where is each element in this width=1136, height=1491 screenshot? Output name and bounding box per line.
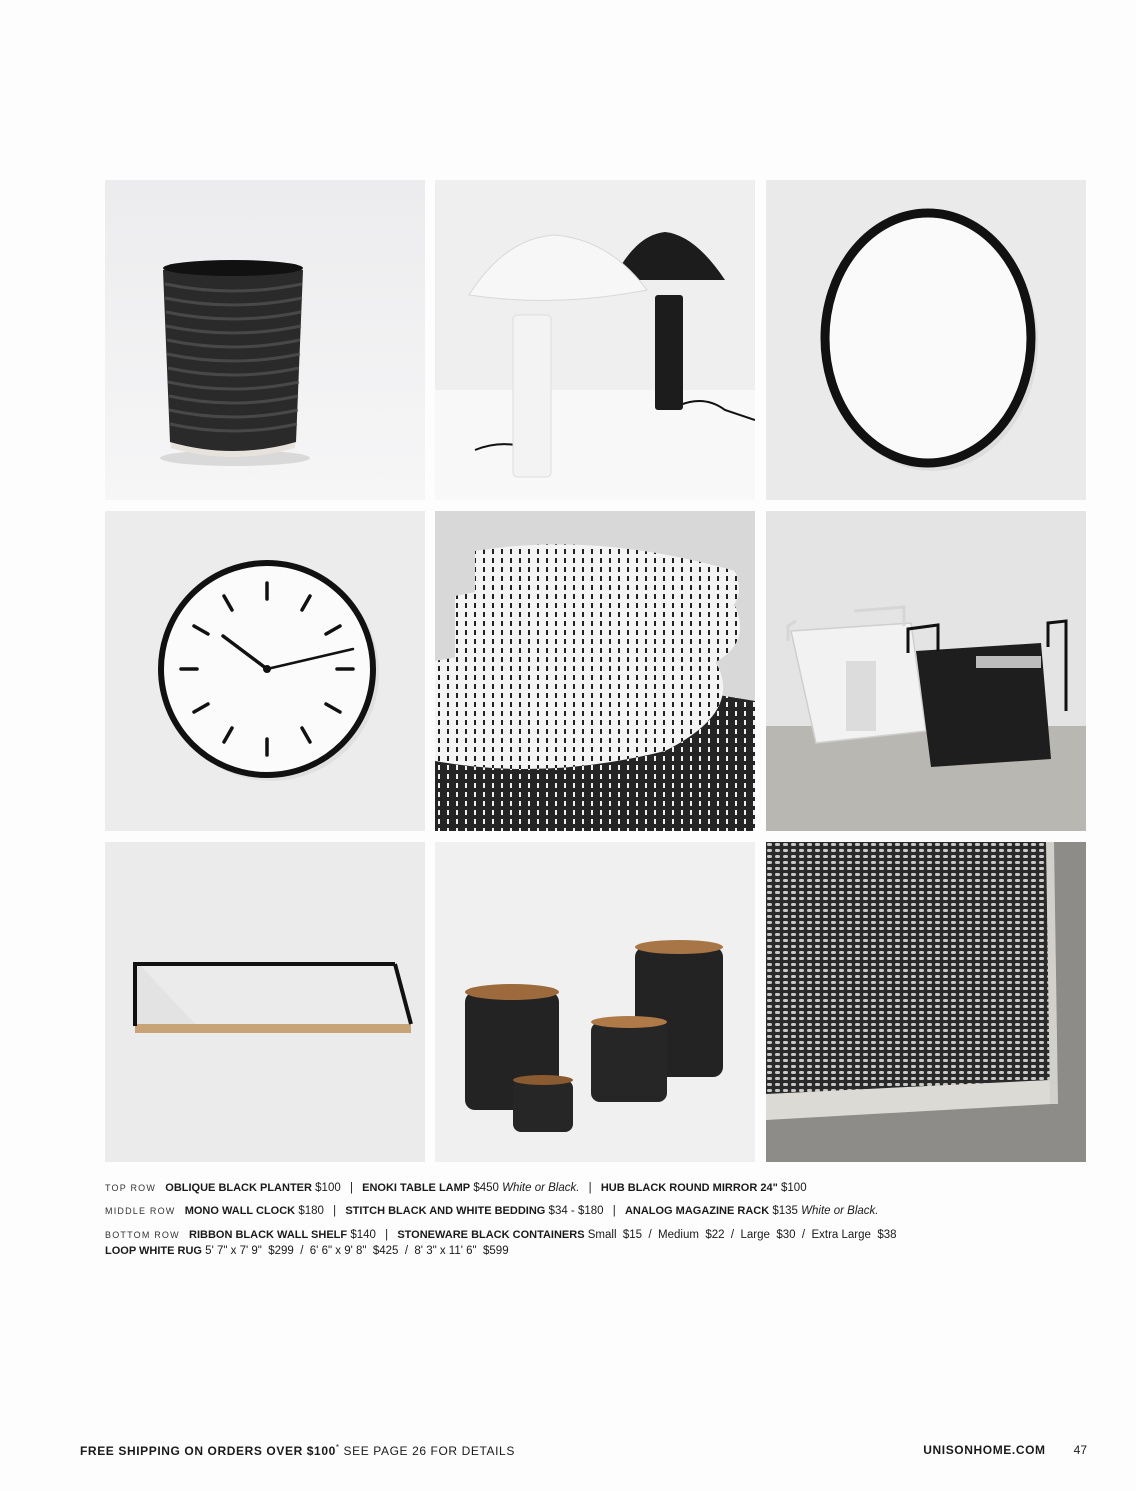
product-price: $100 (315, 1182, 341, 1194)
wall-shelf-image (105, 842, 425, 1162)
product-name: ANALOG MAGAZINE RACK (624, 1205, 770, 1217)
product-name: STONEWARE BLACK CONTAINERS (397, 1229, 585, 1241)
footer-right (923, 1443, 1087, 1457)
product-note: White or Black. (801, 1205, 879, 1217)
product-name: HUB BLACK ROUND MIRROR 24" (600, 1182, 778, 1194)
caption-middle-row (105, 1200, 1095, 1223)
wall-clock-image (105, 511, 425, 831)
containers-image (435, 842, 755, 1162)
shipping-notice (80, 1443, 515, 1458)
row-label: MIDDLE ROW (105, 1206, 176, 1216)
product-price: $180 (298, 1205, 324, 1217)
shipping-details: SEE PAGE 26 FOR DETAILS (343, 1444, 515, 1458)
separator: | (349, 1182, 353, 1194)
table-lamps-image (435, 180, 755, 500)
row-label: BOTTOM ROW (105, 1230, 180, 1240)
caption-top-row (105, 1177, 1095, 1200)
product-name: ENOKI TABLE LAMP (362, 1182, 471, 1194)
rug-image (766, 842, 1086, 1162)
product-price: $135 (772, 1205, 798, 1217)
separator: | (588, 1182, 592, 1194)
magazine-racks-image (766, 511, 1086, 831)
caption-bottom-row-extra (105, 1243, 1095, 1259)
product-note: White or Black. (502, 1182, 580, 1194)
product-name: RIBBON BLACK WALL SHELF (189, 1229, 348, 1241)
product-name: MONO WALL CLOCK (184, 1205, 296, 1217)
product-name: LOOP WHITE RUG (105, 1245, 202, 1257)
product-price: $450 (473, 1182, 499, 1194)
round-mirror-image (766, 180, 1086, 500)
planter-image (105, 180, 425, 500)
product-name: OBLIQUE BLACK PLANTER (165, 1182, 312, 1194)
product-price: 5' 7" x 7' 9" $299 / 6' 6" x 9' 8" $425 / 8' 3" x 11' 6" $599 (205, 1245, 509, 1257)
shipping-asterisk: * (335, 1443, 340, 1452)
row-label: TOP ROW (105, 1183, 157, 1193)
product-price: $140 (350, 1229, 376, 1241)
separator: | (612, 1205, 616, 1217)
page-number: 47 (1073, 1443, 1087, 1457)
site-url[interactable]: UNISONHOME.COM (923, 1443, 1046, 1457)
bedding-image (435, 511, 755, 831)
separator: | (385, 1229, 389, 1241)
separator: | (333, 1205, 337, 1217)
product-price: $100 (781, 1182, 807, 1194)
product-captions (105, 1177, 1095, 1259)
product-price: Small $15 / Medium $22 / Large $30 / Extra Large $38 (587, 1229, 897, 1241)
product-name: STITCH BLACK AND WHITE BEDDING (345, 1205, 546, 1217)
shipping-offer: FREE SHIPPING ON ORDERS OVER $100 (80, 1444, 336, 1458)
product-price: $34 - $180 (548, 1205, 604, 1217)
caption-bottom-row (105, 1227, 1095, 1243)
